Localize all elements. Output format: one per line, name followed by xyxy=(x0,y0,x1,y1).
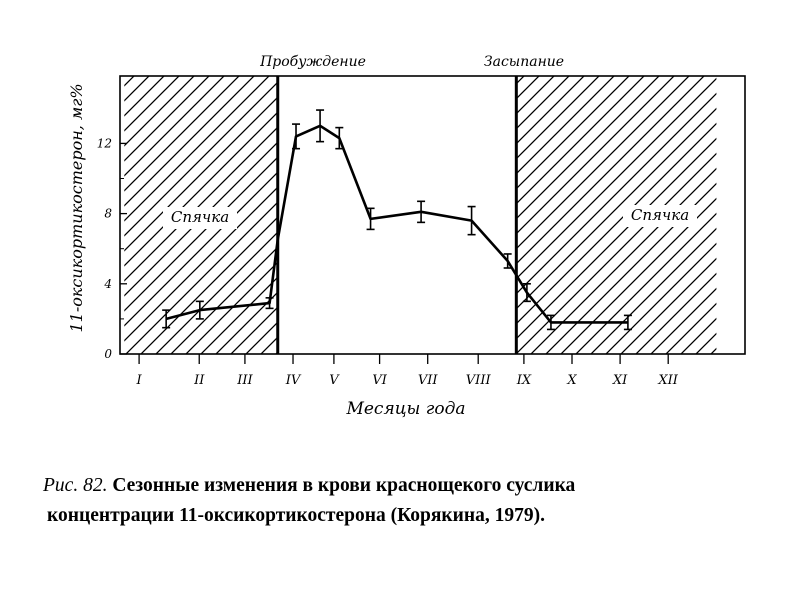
y-axis-label: 11-оксикортикостерон, мг% xyxy=(67,83,86,333)
x-axis-label: Месяцы года xyxy=(346,399,466,419)
x-tick-label: IX xyxy=(516,373,532,388)
awakening-label: Пробуждение xyxy=(260,54,366,70)
y-tick-label: 8 xyxy=(104,206,112,221)
x-tick-label: VI xyxy=(372,373,387,388)
hibernation-label-left: Спячка xyxy=(170,208,230,226)
caption-text-2: концентрации 11-оксикортикостерона (Корякина, 1979). xyxy=(47,505,545,526)
x-tick-label: V xyxy=(329,373,339,388)
caption-text-1: Сезонные изменения в крови краснощекого суслика xyxy=(107,475,576,496)
x-tick-label: II xyxy=(194,373,205,388)
x-tick-label: XI xyxy=(612,373,628,388)
falling-asleep-label: Засыпание xyxy=(483,54,565,70)
figure-caption-line1 xyxy=(43,475,800,497)
y-tick-label: 4 xyxy=(104,276,112,291)
y-tick-label: 12 xyxy=(96,136,112,151)
y-tick-label: 0 xyxy=(104,347,112,361)
x-tick-label: VIII xyxy=(465,373,491,388)
x-tick-label: VII xyxy=(417,373,438,388)
x-tick-label: XII xyxy=(658,373,678,388)
x-tick-label: III xyxy=(237,373,253,388)
figure-caption-line2 xyxy=(47,505,800,527)
x-tick-label: I xyxy=(136,373,142,388)
figure-number: Рис. 82. xyxy=(43,475,108,496)
x-tick-label: X xyxy=(567,373,577,388)
hibernation-label-right: Спячка xyxy=(630,206,690,224)
x-tick-label: IV xyxy=(285,373,301,388)
